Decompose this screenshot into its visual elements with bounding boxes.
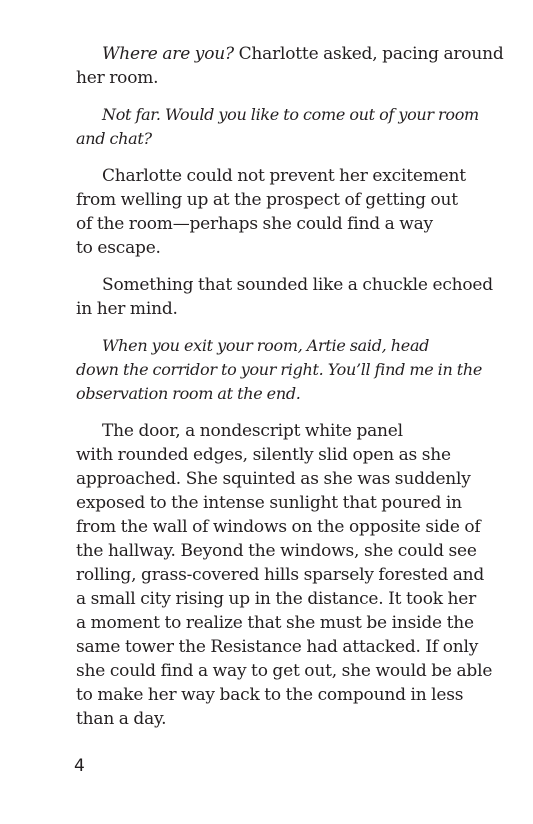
text-line [76, 659, 493, 683]
paragraph [76, 164, 466, 260]
text-line [76, 443, 466, 467]
paragraph [76, 334, 483, 406]
text-line [76, 334, 466, 358]
text-run: her room. [76, 68, 159, 88]
text-line [76, 66, 466, 90]
text-line [76, 515, 481, 539]
text-run: rolling, grass-covered hills sparsely forested and [76, 565, 485, 585]
text-line [76, 467, 471, 491]
text-run: than a day. [76, 709, 167, 729]
page-number: 4 [74, 756, 85, 776]
text-run: Charlotte could not prevent her excitement [102, 166, 466, 186]
text-run: in her mind. [76, 299, 178, 319]
text-line [76, 635, 479, 659]
text-run: from welling up at the prospect of getting out [76, 190, 458, 210]
text-run: to make her way back to the compound in less [76, 685, 464, 705]
text-run: a moment to realize that she must be inside the [76, 613, 474, 633]
text-run: she could find a way to get out, she would be able [76, 661, 493, 681]
text-line [76, 419, 466, 443]
text-line [76, 382, 466, 406]
text-line [76, 273, 493, 297]
text-run: Charlotte asked, pacing around [233, 44, 504, 64]
text-run: exposed to the intense sunlight that poured in [76, 493, 462, 513]
italic-text-run: Where are you? [102, 44, 234, 64]
paragraph [76, 103, 479, 151]
book-page [76, 42, 504, 744]
text-line [76, 539, 477, 563]
text-line [76, 491, 466, 515]
text-line [76, 127, 466, 151]
text-line [76, 563, 485, 587]
text-run: to escape. [76, 238, 161, 258]
text-line [76, 587, 477, 611]
text-run: approached. She squinted as she was suddenly [76, 469, 471, 489]
text-run: the hallway. Beyond the windows, she could see [76, 541, 477, 561]
text-line [76, 297, 466, 321]
text-line [76, 103, 479, 127]
text-line [76, 188, 466, 212]
text-line [76, 212, 466, 236]
text-line [76, 358, 483, 382]
text-run: same tower the Resistance had attacked. If only [76, 637, 479, 657]
italic-text-run: When you exit your room, [102, 336, 303, 355]
text-line [76, 707, 466, 731]
italic-text-run: and chat? [76, 129, 152, 148]
text-run: a small city rising up in the distance. It took her [76, 589, 477, 609]
italic-text-run: down the corridor to your right. You’ll find me in the [76, 360, 483, 379]
text-run: Artie said, [302, 336, 391, 355]
italic-text-run: Not far. Would you like to come out of your room [102, 105, 479, 124]
text-line [76, 164, 466, 188]
text-line [76, 683, 466, 707]
text-line [76, 611, 474, 635]
text-run: Something that sounded like a chuckle echoed [102, 275, 493, 295]
paragraph [76, 419, 493, 731]
italic-text-run: observation room at the end. [76, 384, 301, 403]
text-run: from the wall of windows on the opposite side of [76, 517, 481, 537]
text-run: The door, a nondescript white panel [102, 421, 403, 441]
paragraph [76, 42, 504, 90]
text-run: of the room—perhaps she could find a way [76, 214, 433, 234]
text-line [76, 42, 504, 66]
text-run: with rounded edges, silently slid open as she [76, 445, 451, 465]
paragraph [76, 273, 493, 321]
italic-text-run: head [390, 336, 430, 355]
text-line [76, 236, 466, 260]
